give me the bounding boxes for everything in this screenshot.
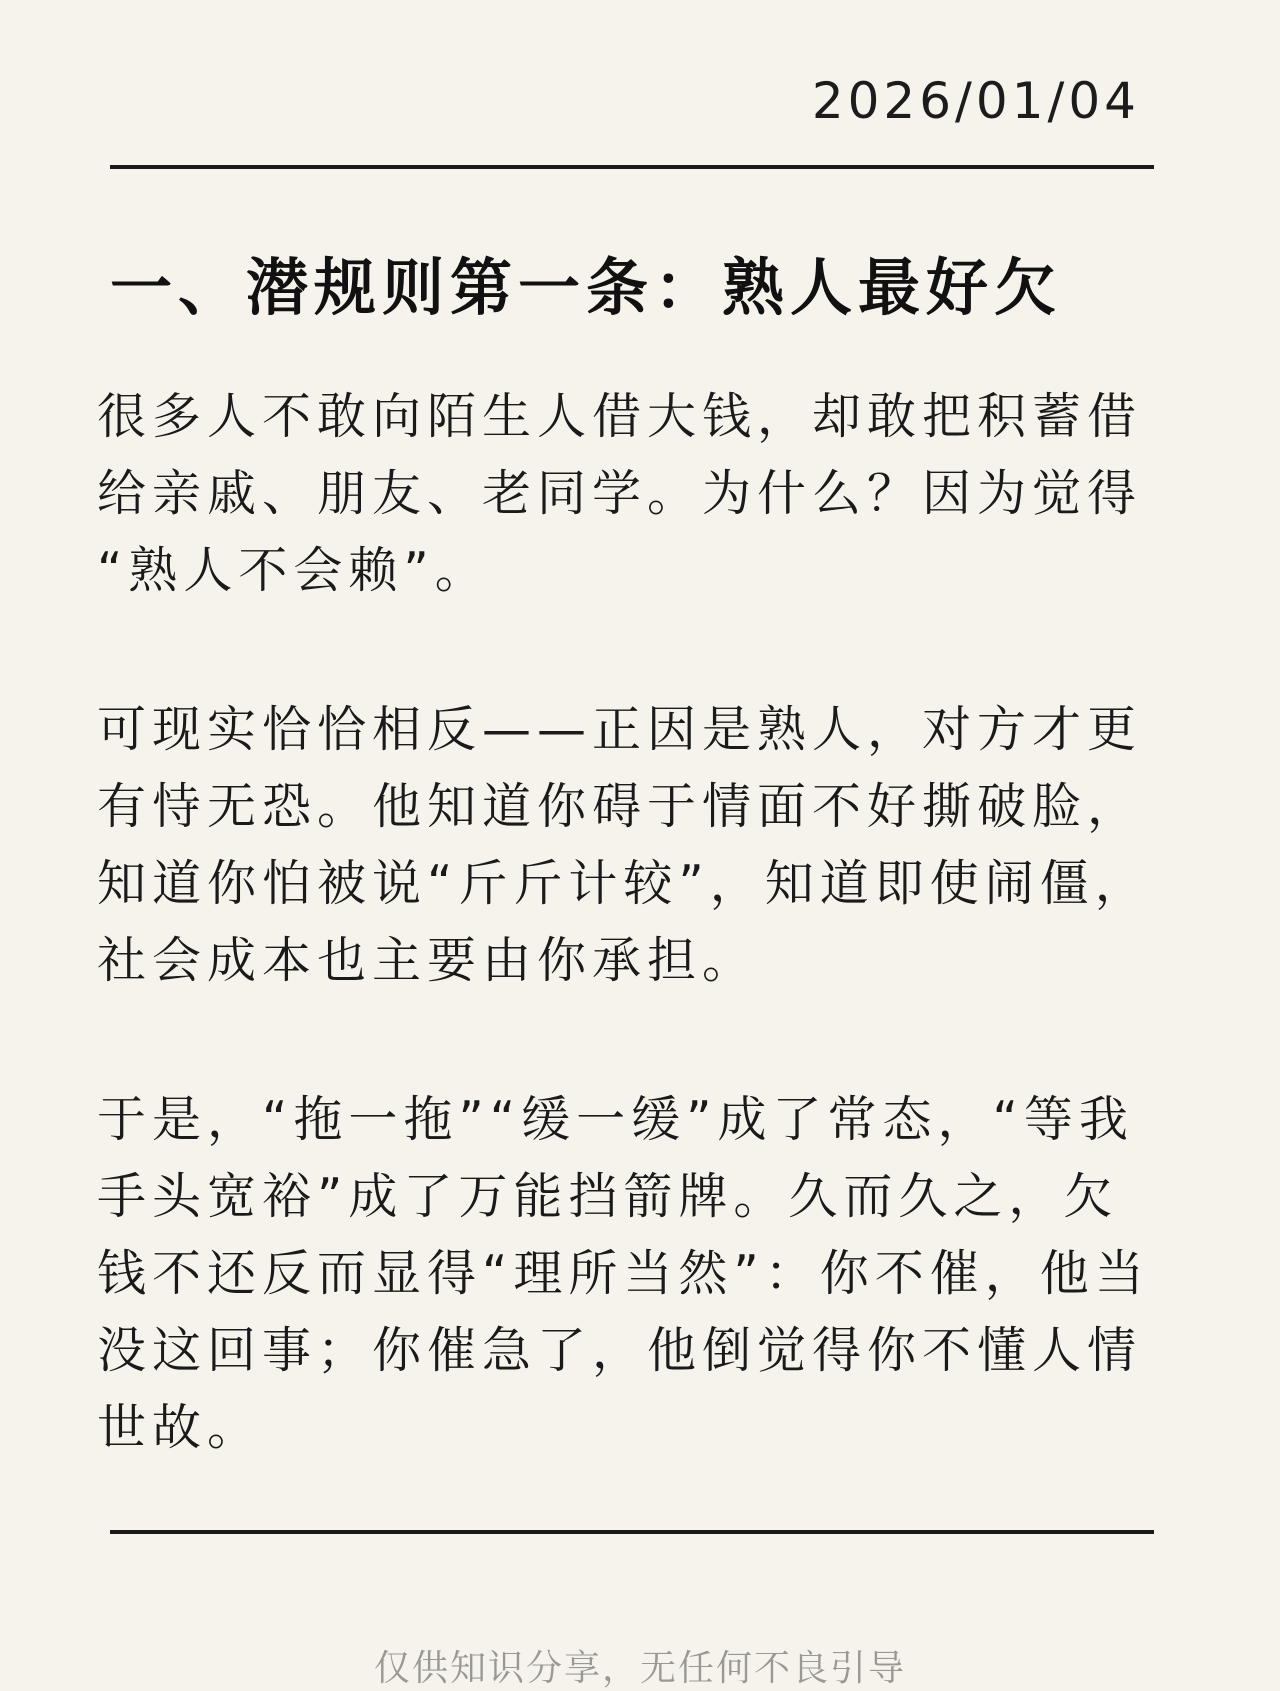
paragraph-line: 知道你怕被说“斤斤计较”，知道即使闹僵， [97,855,1150,912]
paragraph-3 [97,1081,1187,1466]
paragraph-line: 很多人不敢向陌生人借大钱，却敢把积蓄借 [97,388,1143,445]
footer-disclaimer: 仅供知识分享，无任何不良引导 [373,1648,906,1689]
paragraph-line: 世故。 [97,1399,263,1456]
paragraph-line: 可现实恰恰相反——正因是熟人，对方才更 [97,701,1143,758]
section-heading: 一、潜规则第一条：熟人最好欠 [110,251,1063,324]
paragraph-line: 钱不还反而显得“理所当然”：你不催，他当 [97,1245,1150,1302]
top-divider [110,165,1154,169]
paragraph-line: 手头宽裕”成了万能挡箭牌。久而久之，欠 [97,1168,1119,1225]
paragraph-line: 没这回事；你催急了，他倒觉得你不懂人情 [97,1322,1143,1379]
paragraph-1 [97,378,1187,609]
paragraph-line: 社会成本也主要由你承担。 [97,932,758,989]
date-label: 2026/01/04 [811,72,1140,130]
paragraph-line: 给亲戚、朋友、老同学。为什么？因为觉得 [97,465,1143,522]
paragraph-line: “熟人不会赖”。 [97,542,490,599]
paragraph-line: 有恃无恐。他知道你碍于情面不好撕破脸， [97,778,1143,835]
bottom-divider [110,1530,1154,1534]
article-body [97,378,1187,1548]
paragraph-2 [97,691,1187,999]
paragraph-line: 于是，“拖一拖”“缓一缓”成了常态，“等我 [97,1091,1134,1148]
